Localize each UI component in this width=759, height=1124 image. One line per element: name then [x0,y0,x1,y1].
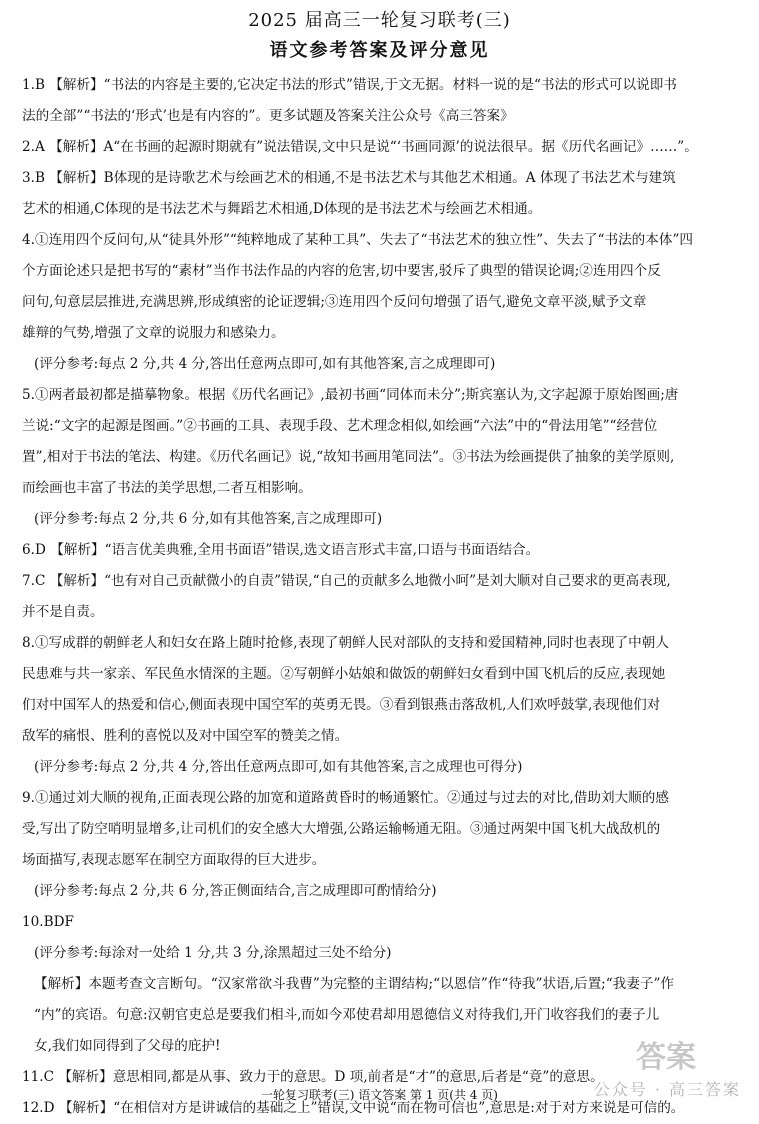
answer-line: (评分参考:每点 2 分,共 4 分,答出任意两点即可,如有其他答案,言之成理即可) [34,356,496,372]
answer-item [22,628,738,752]
scoring-note [22,876,738,907]
answer-line: “内”的宾语。句意:汉朝官吏总是要我们相斗,而如今邓使君却用恩德信义对待我们,开门收容我们的妻子儿 [34,1007,660,1023]
answer-line: 置”,相对于书法的笔法、构建。《历代名画记》说,“故知书画用笔同法”。③书法为绘画提供了抽象的美学原则, [22,449,675,465]
answer-line: 4.①连用四个反问句,从“徒具外形”“纯粹地成了某种工具”、失去了“书法艺术的独立性”、失去了“书法的本体”四 [22,232,694,248]
answer-line: 8.①写成群的朝鲜老人和妇女在路上随时抢修,表现了朝鲜人民对部队的支持和爱国精神,同时也表现了中朝人 [22,635,669,651]
document-subtitle: 语文参考答案及评分意见 [269,40,490,61]
answer-line: 3.B 【解析】B体现的是诗歌艺术与绘画艺术的相通,不是书法艺术与其他艺术相通。A 体现了书法艺术与建筑 [22,170,676,186]
answer-item [22,380,738,504]
scoring-note [22,752,738,783]
exam-title: 2025 届高三一轮复习联考(三) [248,10,511,31]
answer-line: 女,我们如同得到了父母的庇护! [34,1038,221,1054]
answer-line: 6.D 【解析】“语言优美典雅,全用书面语”错误,选文语言形式丰富,口语与书面语结合。 [22,542,540,558]
answer-line: 5.①两者最初都是描摹物象。根据《历代名画记》,最初书画“同体而未分”;斯宾塞认为,文字起源于原始图画;唐 [22,387,679,403]
answer-line: 雄辩的气势,增强了文章的说服力和感染力。 [22,325,285,341]
answer-line: 敌军的痛恨、胜利的喜悦以及对中国空军的赞美之情。 [22,728,349,744]
answer-line: 10.BDF [22,914,74,930]
answer-line: 2.A 【解析】A“在书画的起源时期就有”说法错误,文中只是说“‘书画同源’的说法很早。据《历代名画记》……”。 [22,139,698,155]
answer-line: 7.C 【解析】“也有对自己贡献微小的自责”错误,“自己的贡献多么地微小呵”是刘大顺对自己要求的更高表现, [22,573,671,589]
answer-item [22,535,738,566]
answer-line: 12.D 【解析】“在相信对方是讲诚信的基础之上”错误,文中说“而在物可信也”,意思是:对于对方来说是可信的。 [22,1100,685,1116]
answer-line: 个方面论述只是把书写的“素材”当作书法作品的内容的危害,切中要害,驳斥了典型的错误论调;②连用四个反 [22,263,661,279]
answer-line: 场面描写,表现志愿军在制空方面取得的巨大进步。 [22,852,326,868]
scoring-note [22,349,738,380]
scoring-note [22,504,738,535]
answer-line: 11.C 【解析】意思相同,都是从事、致力于的意思。D 项,前者是“才”的意思,后者是“竟”的意思。 [22,1069,604,1085]
answer-list [22,70,738,1124]
answer-line: (评分参考:每涂对一处给 1 分,共 3 分,涂黑超过三处不给分) [34,945,392,961]
answer-item [22,783,738,876]
answer-item [22,225,738,349]
watermark-logo: 答案 [636,1040,696,1075]
answer-line: (评分参考:每点 2 分,共 6 分,答正侧面结合,言之成理即可酌情给分) [34,883,437,899]
answer-item [22,163,738,225]
answer-line: 问句,句意层层推进,充满思辨,形成缜密的论证逻辑;③连用四个反问句增强了语气,避免文章平淡,赋予文章 [22,294,647,310]
watermark-text: 公众号 · 高三答案 [593,1080,741,1099]
answer-item [22,70,738,132]
answer-line: 兰说:“文字的起源是图画。”②书画的工具、表现手段、艺术理念相似,如绘画“六法”中的“骨法用笔”“经营位 [22,418,658,434]
answer-line: 并不是自责。 [22,604,104,620]
answer-line: (评分参考:每点 2 分,共 6 分,如有其他答案,言之成理即可) [34,511,383,527]
page-footer: 一轮复习联考(三) 语文答案 第 1 页(共 4 页) [261,1088,498,1102]
answer-line: 而绘画也丰富了书法的美学思想,二者互相影响。 [22,480,312,496]
answer-line: 1.B 【解析】“书法的内容是主要的,它决定书法的形式”错误,于文无据。材料一说的是“书法的形式可以说即书 [22,77,677,93]
answer-line: 法的全部”“书法的‘形式’也是有内容的”。更多试题及答案关注公众号《高三答案》 [22,108,514,124]
watermark [531,1036,751,1106]
answer-line: 受,写出了防空哨明显增多,让司机们的安全感大大增强,公路运输畅通无阻。③通过两架中国飞机大战敌机的 [22,821,661,837]
answer-line: 9.①通过刘大顺的视角,正面表现公路的加宽和道路黄昏时的畅通繁忙。②通过与过去的对比,借助刘大顺的感 [22,790,669,806]
scoring-note [22,938,738,969]
answer-line: (评分参考:每点 2 分,共 4 分,答出任意两点即可,如有其他答案,言之成理也可得分) [34,759,523,775]
answer-line: 们对中国军人的热爱和信心,侧面表现中国空军的英勇无畏。③看到银燕击落敌机,人们欢呼鼓掌,表现他们对 [22,697,661,713]
answer-line: 艺术的相通,C体现的是书法艺术与舞蹈艺术相通,D体现的是书法艺术与绘画艺术相通。 [22,201,542,217]
answer-item [22,566,738,628]
answer-item [22,907,738,938]
answer-line: 民患难与共一家亲、军民鱼水情深的主题。②写朝鲜小姑娘和做饭的朝鲜妇女看到中国飞机后的反应,表现她 [22,666,666,682]
answer-item [22,132,738,163]
answer-line: 【解析】本题考查文言断句。“汉家常欲斗我曹”为完整的主谓结构;“以恩信”作“待我”状语,后置;“我妻子”作 [34,976,675,992]
